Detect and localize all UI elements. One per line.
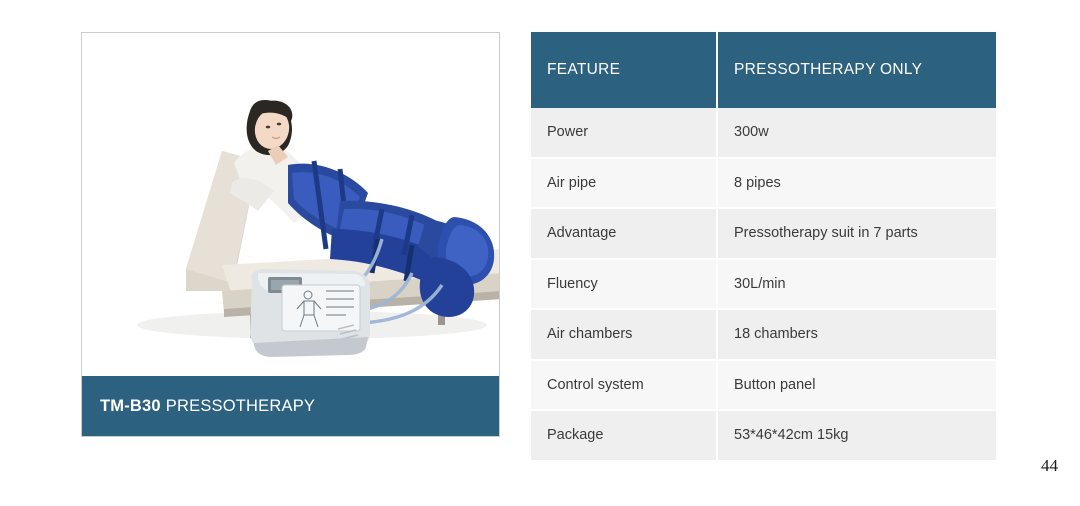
pressotherapy-photo-illustration bbox=[82, 33, 499, 377]
row-value: 8 pipes bbox=[717, 158, 996, 209]
table-row bbox=[531, 259, 996, 310]
header-feature: FEATURE bbox=[531, 32, 717, 108]
row-key: Fluency bbox=[531, 259, 717, 310]
page-number: 44 bbox=[1041, 456, 1058, 475]
product-image bbox=[82, 33, 499, 377]
product-name: PRESSOTHERAPY bbox=[165, 396, 316, 415]
row-value: Pressotherapy suit in 7 parts bbox=[717, 208, 996, 259]
product-model: TM-B30 bbox=[100, 396, 161, 415]
product-card bbox=[81, 32, 500, 437]
row-value: 300w bbox=[717, 108, 996, 158]
header-value: PRESSOTHERAPY ONLY bbox=[717, 32, 996, 108]
row-value: Button panel bbox=[717, 360, 996, 411]
table-row bbox=[531, 309, 996, 360]
table-row bbox=[531, 410, 996, 461]
table-row bbox=[531, 208, 996, 259]
row-key: Advantage bbox=[531, 208, 717, 259]
row-key: Control system bbox=[531, 360, 717, 411]
row-value: 18 chambers bbox=[717, 309, 996, 360]
table-header-row bbox=[531, 32, 996, 108]
table-row bbox=[531, 108, 996, 158]
table-row bbox=[531, 158, 996, 209]
row-key: Power bbox=[531, 108, 717, 158]
row-key: Air pipe bbox=[531, 158, 717, 209]
specification-table bbox=[531, 32, 996, 462]
product-caption bbox=[82, 376, 499, 436]
row-key: Air chambers bbox=[531, 309, 717, 360]
row-value: 30L/min bbox=[717, 259, 996, 310]
row-value: 53*46*42cm 15kg bbox=[717, 410, 996, 461]
row-key: Package bbox=[531, 410, 717, 461]
table-row bbox=[531, 360, 996, 411]
